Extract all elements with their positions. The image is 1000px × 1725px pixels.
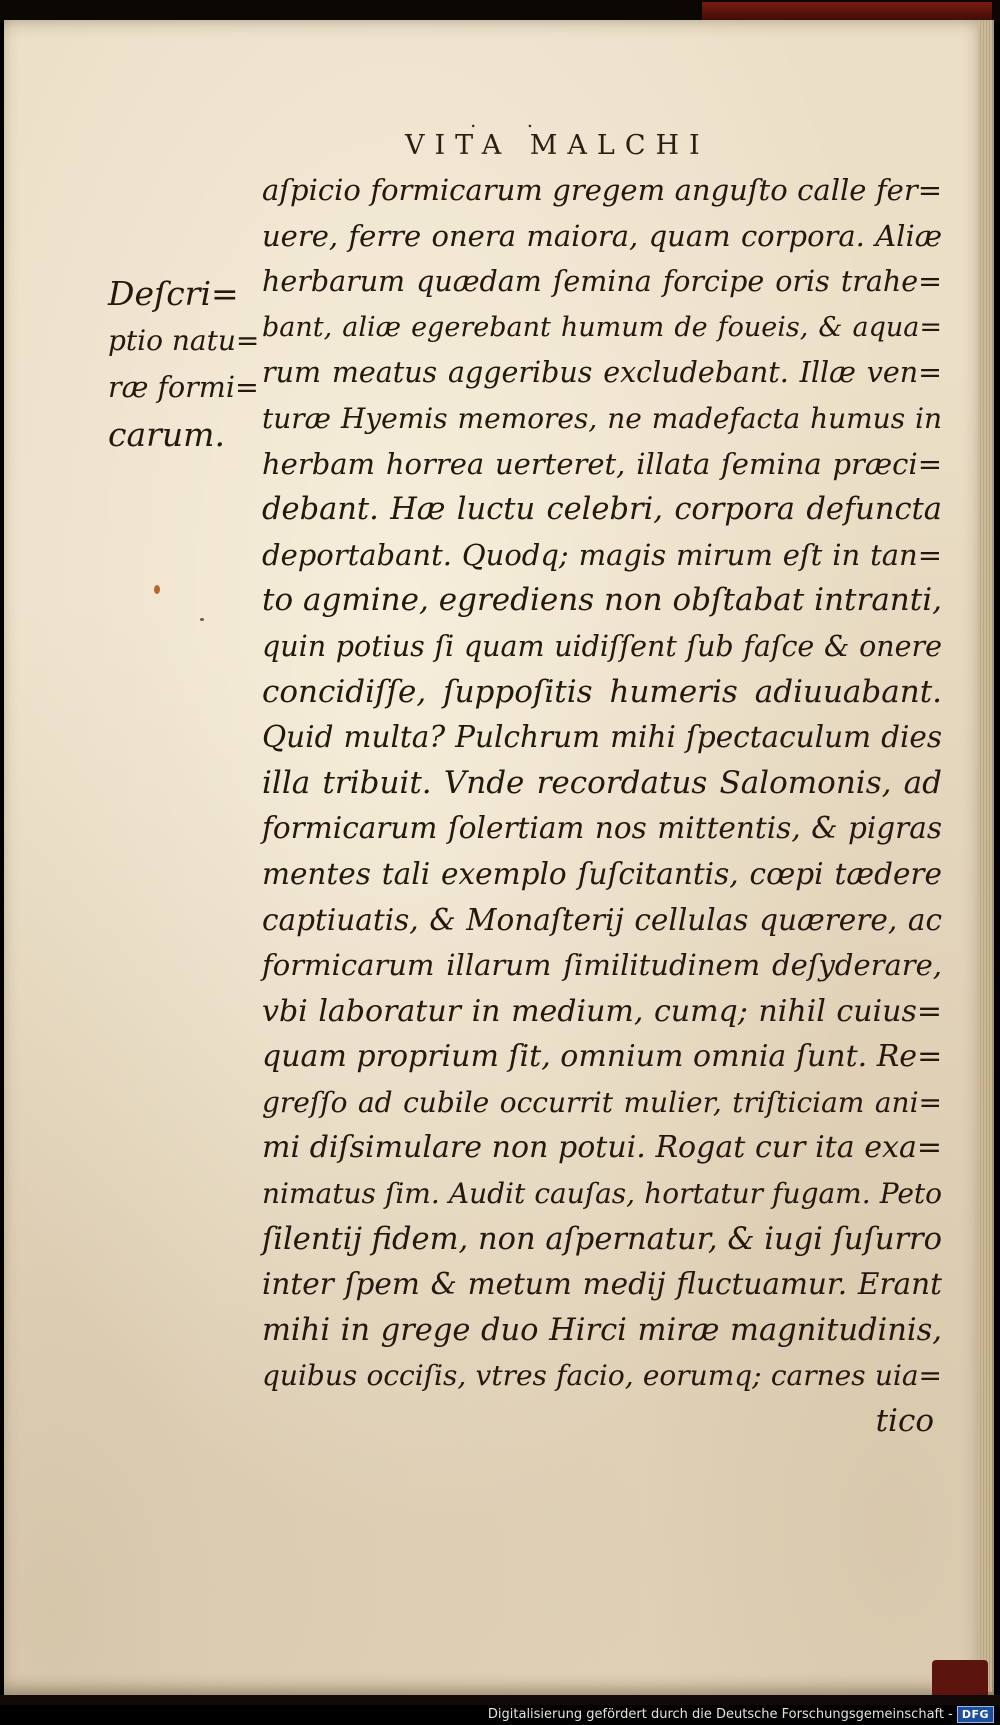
text-line: deportabant. Quodq; magis mirum eſt in tan= bbox=[262, 537, 942, 572]
text-line: formicarum ſolertiam nos mittentis, & pigras bbox=[262, 811, 942, 846]
marginal-note-line: ptio natu= bbox=[108, 324, 260, 357]
text-line: herbarum quædam ſemina forcipe oris trahe= bbox=[262, 265, 942, 299]
text-line: quibus occiſis, vtres facio, eorumq; carnes uia= bbox=[262, 1359, 942, 1393]
body-text-block bbox=[262, 168, 942, 1445]
red-binding-edge bbox=[702, 2, 992, 22]
text-line: ſilentij fidem, non aſpernatur, & iugi ſuſurro bbox=[262, 1221, 942, 1257]
marginal-note-line: carum. bbox=[108, 415, 225, 454]
text-line: quin potius ſi quam uidiſſent ſub faſce & onere bbox=[262, 629, 942, 663]
text-line: greſſo ad cubile occurrit mulier, triſticiam ani= bbox=[262, 1085, 942, 1119]
text-line: nimatus ſim. Audit cauſas, hortatur fugam. Peto bbox=[262, 1177, 942, 1211]
running-head: VITA MALCHI bbox=[405, 130, 710, 161]
marginal-note bbox=[108, 270, 258, 458]
text-line: turæ Hyemis memores, ne madefacta humus in bbox=[262, 401, 942, 435]
marginal-note-line: Deſcri= bbox=[108, 274, 239, 313]
paper-speck bbox=[200, 618, 204, 621]
book-block-edges bbox=[978, 20, 992, 1692]
text-line: concidiſſe, ſuppoſitis humeris adiuuabant. bbox=[262, 673, 942, 710]
text-line: uere, ferre onera maiora, quam corpora. Aliæ bbox=[262, 218, 942, 253]
red-binding-corner bbox=[932, 1660, 988, 1700]
text-line: mihi in grege duo Hirci miræ magnitudinis, bbox=[262, 1312, 942, 1348]
text-line: to agmine, egrediens non obſtabat intranti, bbox=[262, 582, 942, 619]
text-line: debant. Hæ luctu celebri, corpora defuncta bbox=[262, 492, 942, 528]
marginal-note-line: ræ formi= bbox=[108, 371, 259, 404]
text-line: herbam horrea uerteret, illata ſemina præci= bbox=[262, 446, 942, 481]
text-line: inter ſpem & metum medij fluctuamur. Erant bbox=[262, 1267, 942, 1302]
catchword: tico bbox=[875, 1403, 934, 1440]
text-line: captiuatis, & Monaſterij cellulas quærere, ac bbox=[262, 902, 942, 937]
text-line: bant, aliæ egerebant humum de foueis, & aqua= bbox=[262, 311, 942, 343]
text-line: rum meatus aggeribus excludebant. Illæ ven= bbox=[262, 356, 942, 390]
paper-speck bbox=[154, 585, 160, 594]
text-line: mentes tali exemplo ſuſcitantis, cœpi tædere bbox=[262, 856, 942, 891]
top-edge-strip bbox=[0, 0, 1000, 22]
footer-credit-text: Digitalisierung gefördert durch die Deutsche Forschungsgemeinschaft - bbox=[487, 1706, 953, 1722]
digitization-footer bbox=[488, 1704, 994, 1724]
text-line: formicarum illarum ſimilitudinem deſyderare, bbox=[262, 948, 942, 983]
text-line: aſpicio formicarum gregem anguſto calle fer= bbox=[262, 173, 942, 207]
text-line: vbi laboratur in medium, cumq; nihil cuius= bbox=[262, 993, 942, 1029]
dfg-logo-icon: DFG bbox=[957, 1706, 994, 1723]
text-line: Quid multa? Pulchrum mihi ſpectaculum dies bbox=[262, 720, 942, 755]
text-line: quam proprium ſit, omnium omnia ſunt. Re= bbox=[262, 1039, 943, 1075]
text-line: illa tribuit. Vnde recordatus Salomonis, ad bbox=[262, 764, 942, 801]
running-head-ornament: . . bbox=[470, 108, 556, 132]
text-line: mi diſsimulare non potui. Rogat cur ita exa= bbox=[262, 1130, 942, 1166]
